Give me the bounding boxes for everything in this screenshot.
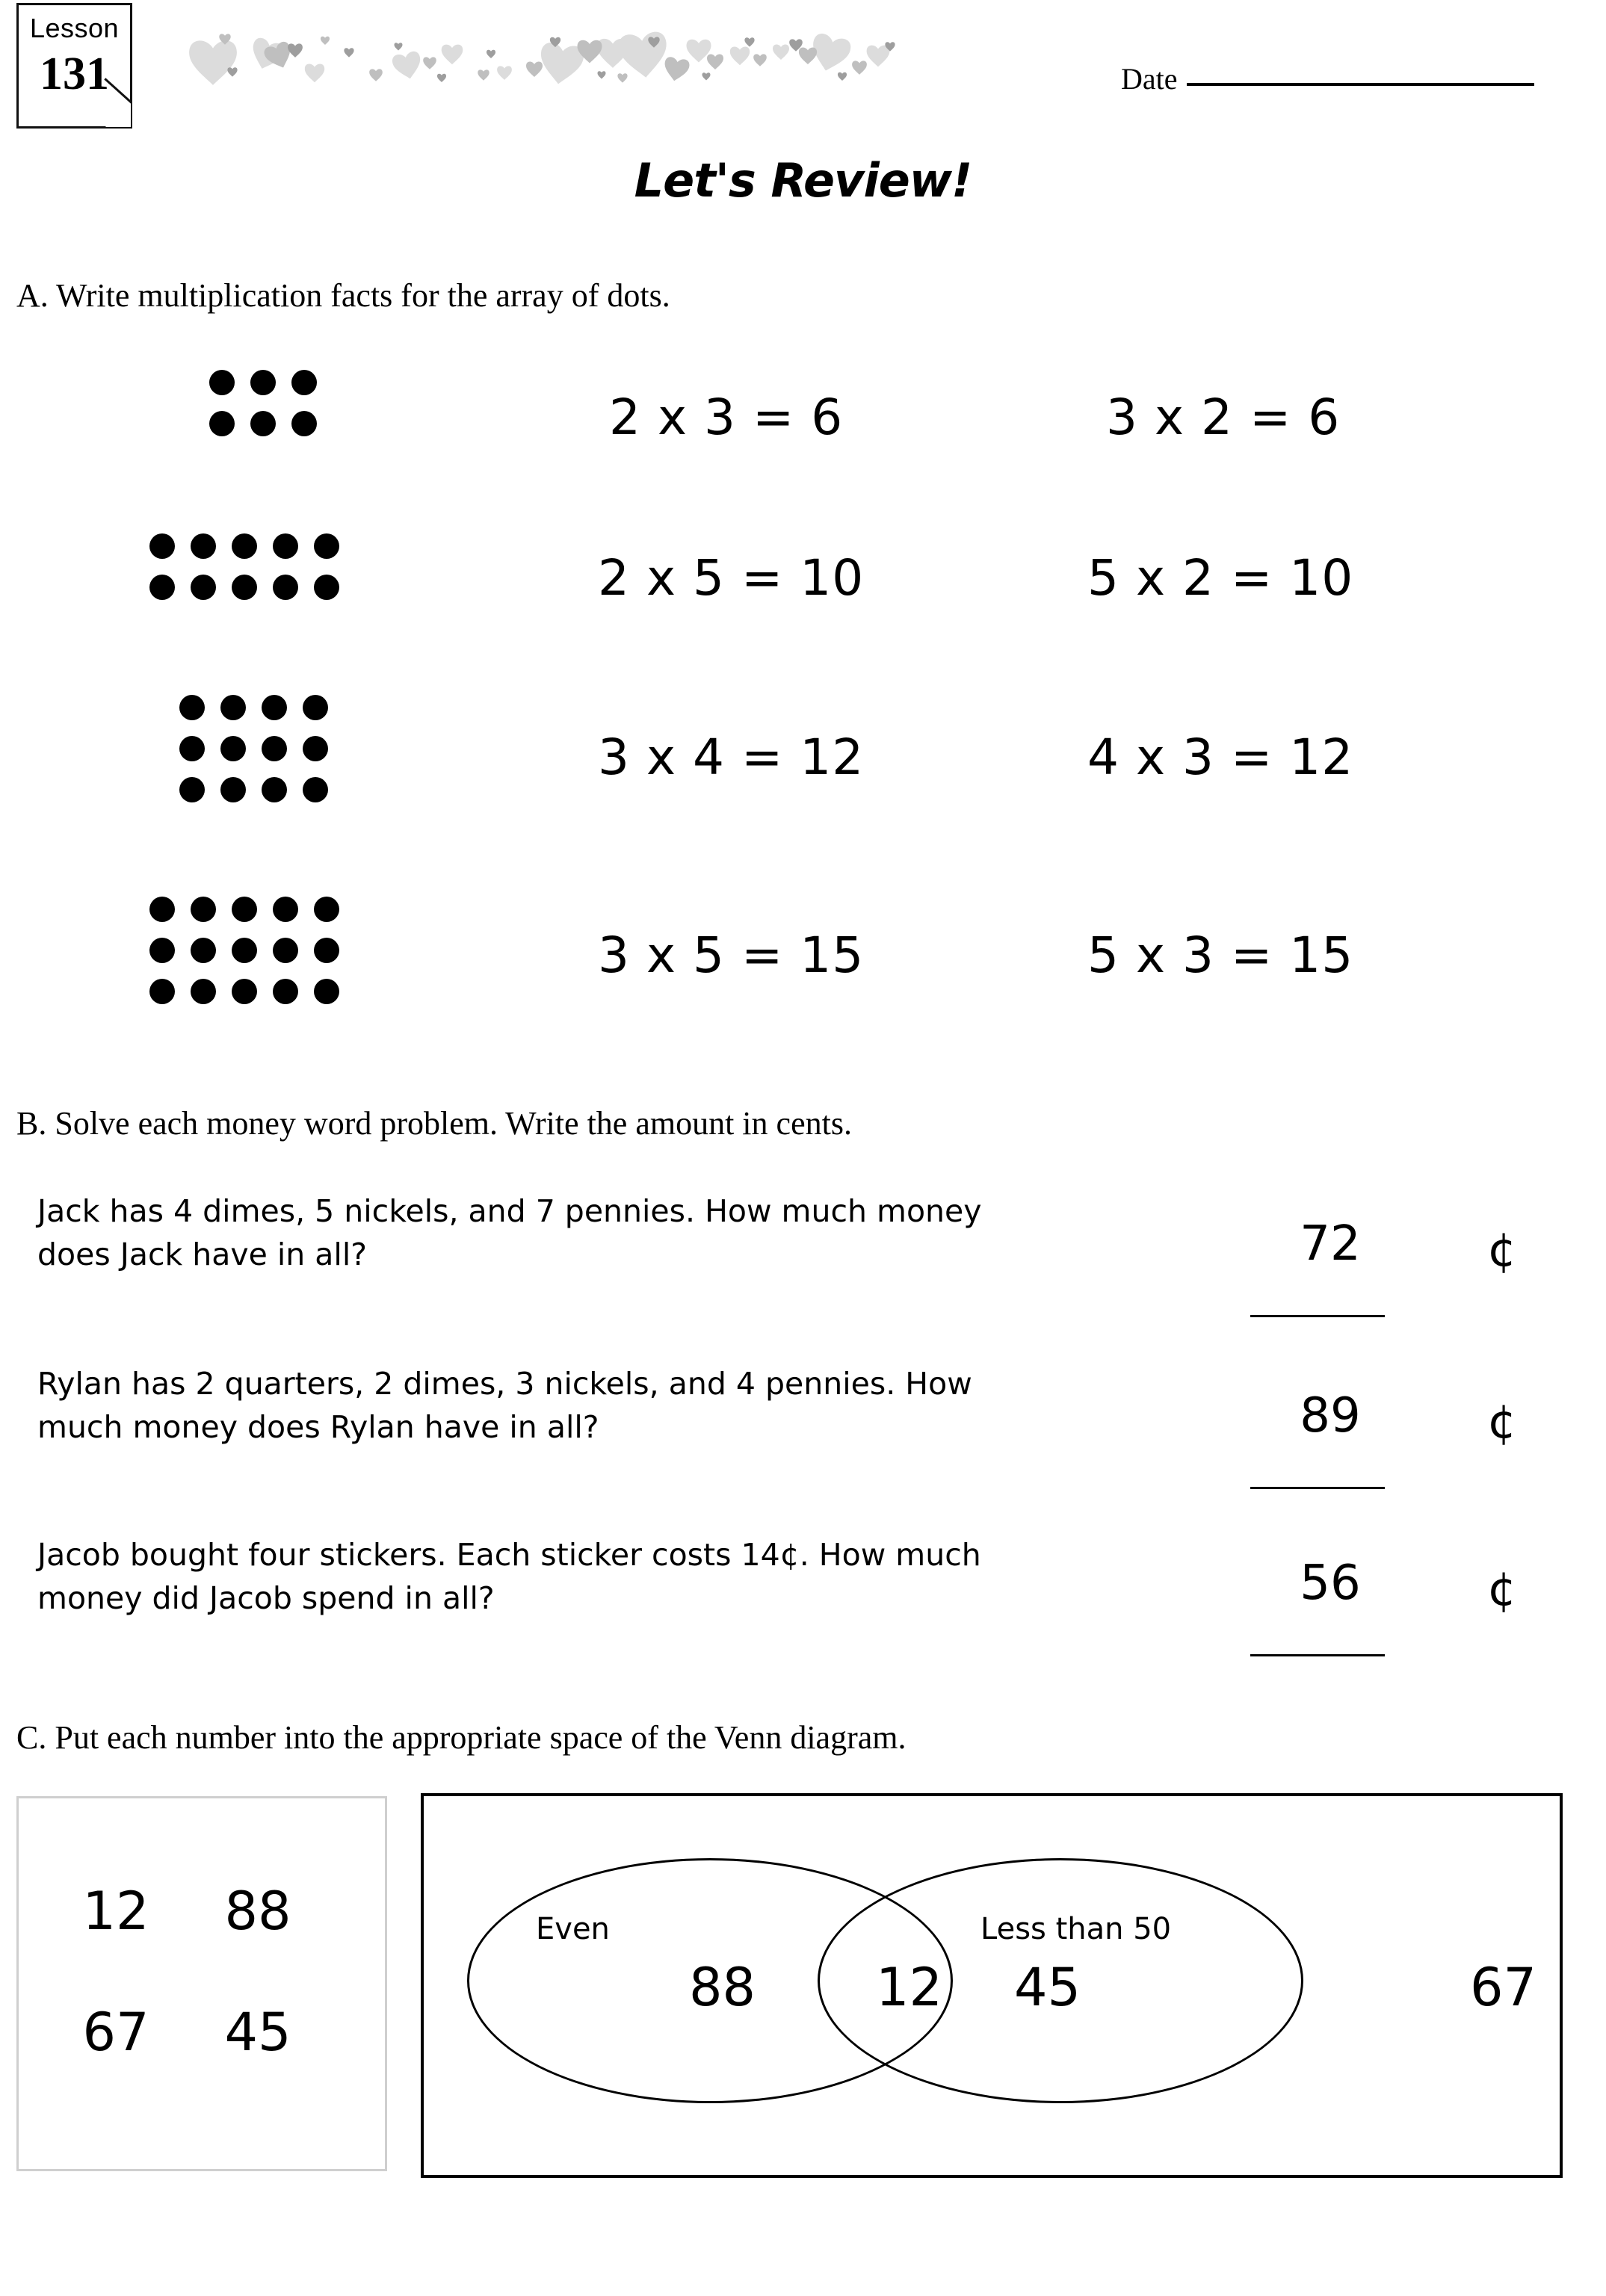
dot (314, 575, 339, 600)
dot (314, 938, 339, 963)
number-bank-item: 67 (82, 2002, 149, 2063)
date-field[interactable] (1121, 61, 1569, 96)
word-problem-2 (37, 1362, 1233, 1449)
word-problem-1-line2: does Jack have in all? (37, 1237, 367, 1273)
dot (191, 938, 216, 963)
answer-3-line[interactable] (1250, 1654, 1385, 1656)
dot (220, 736, 246, 761)
dot (273, 979, 298, 1004)
dot (191, 897, 216, 922)
dot (149, 979, 175, 1004)
dot (209, 411, 235, 436)
dot (232, 533, 257, 559)
word-problem-2-line1: Rylan has 2 quarters, 2 dimes, 3 nickels, and 4 pennies. How (37, 1366, 972, 1402)
dot (273, 575, 298, 600)
date-blank-line[interactable] (1187, 83, 1534, 86)
section-c-heading-text: C. Put each number into the appropriate space of the Venn diagram. (16, 1719, 907, 1756)
dot (179, 736, 205, 761)
answer-3-value[interactable]: 56 (1300, 1556, 1361, 1611)
dot (191, 575, 216, 600)
word-problem-1-line1: Jack has 4 dimes, 5 nickels, and 7 pennies. How much money (37, 1193, 982, 1229)
hearts-decoration (183, 9, 901, 91)
equation-1-left: 2 x 3 = 6 (609, 389, 844, 446)
equation-2-right: 5 x 2 = 10 (1087, 549, 1354, 607)
section-b-heading-text: B. Solve each money word problem. Write the amount in cents. (16, 1105, 852, 1142)
dot (220, 695, 246, 720)
equation-4-right: 5 x 3 = 15 (1087, 926, 1354, 984)
dot (232, 575, 257, 600)
dot (149, 938, 175, 963)
number-bank-item: 45 (224, 2002, 291, 2063)
number-bank-item: 88 (224, 1881, 291, 1942)
cent-symbol-2: ¢ (1487, 1394, 1517, 1449)
dot (303, 736, 328, 761)
equation-3-left: 3 x 4 = 12 (598, 728, 865, 786)
dot (220, 777, 246, 802)
dot (262, 736, 287, 761)
dot (273, 897, 298, 922)
dot (273, 938, 298, 963)
answer-2-value[interactable]: 89 (1300, 1388, 1361, 1443)
dot (232, 979, 257, 1004)
dot (303, 695, 328, 720)
dot (149, 575, 175, 600)
dot (179, 695, 205, 720)
venn-value-left-only[interactable]: 88 (689, 1957, 756, 2018)
dot (314, 979, 339, 1004)
dot (291, 370, 317, 395)
section-a-heading (16, 276, 670, 315)
dot (314, 533, 339, 559)
dot (303, 777, 328, 802)
dot (314, 897, 339, 922)
word-problem-3-line1: Jacob bought four stickers. Each sticker costs 14¢. How much (37, 1537, 981, 1573)
venn-label-left: Even (536, 1912, 610, 1946)
word-problem-2-line2: much money does Rylan have in all? (37, 1409, 599, 1446)
dot (209, 370, 235, 395)
dot (250, 411, 276, 436)
dot (232, 938, 257, 963)
number-bank-box (16, 1796, 387, 2171)
dot (291, 411, 317, 436)
answer-2-line[interactable] (1250, 1487, 1385, 1489)
section-a-heading-text: A. Write multiplication facts for the array of dots. (16, 277, 670, 314)
page-fold-corner (105, 102, 131, 127)
cent-symbol-1: ¢ (1487, 1222, 1517, 1277)
venn-value-intersection[interactable]: 12 (876, 1957, 943, 2018)
dot (262, 695, 287, 720)
equation-3-right: 4 x 3 = 12 (1087, 728, 1354, 786)
section-b-heading (16, 1104, 852, 1142)
answer-1-value[interactable]: 72 (1300, 1216, 1361, 1272)
page-title: Let's Review! (634, 153, 972, 208)
venn-diagram-box (421, 1793, 1563, 2178)
lesson-tag (16, 3, 132, 129)
word-problem-3 (37, 1533, 1233, 1620)
venn-value-right-only[interactable]: 45 (1014, 1957, 1081, 2018)
word-problem-3-line2: money did Jacob spend in all? (37, 1580, 495, 1617)
answer-1-line[interactable] (1250, 1315, 1385, 1317)
lesson-tag-word: Lesson (29, 13, 120, 43)
date-label: Date (1121, 62, 1178, 96)
section-c-heading (16, 1718, 907, 1757)
dot (273, 533, 298, 559)
equation-1-right: 3 x 2 = 6 (1106, 389, 1341, 446)
venn-label-right: Less than 50 (980, 1912, 1172, 1946)
equation-4-left: 3 x 5 = 15 (598, 926, 865, 984)
cent-symbol-3: ¢ (1487, 1562, 1517, 1616)
word-problem-1 (37, 1189, 1233, 1276)
dot (191, 979, 216, 1004)
lesson-tag-number: 131 (40, 49, 109, 99)
dot (262, 777, 287, 802)
number-bank-item: 12 (82, 1881, 149, 1942)
dot (179, 777, 205, 802)
dot (149, 533, 175, 559)
equation-2-left: 2 x 5 = 10 (598, 549, 865, 607)
dot (149, 897, 175, 922)
dot (191, 533, 216, 559)
venn-value-outside[interactable]: 67 (1470, 1957, 1537, 2018)
dot (250, 370, 276, 395)
dot (232, 897, 257, 922)
